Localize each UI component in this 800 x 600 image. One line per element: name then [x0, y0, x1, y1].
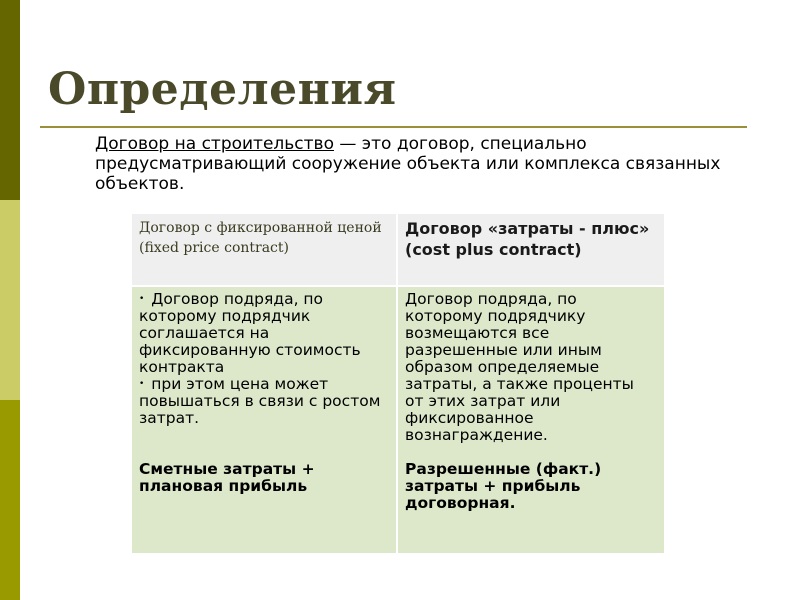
header-cost-plus: Договор «затраты - плюс» (cost plus contract): [397, 213, 665, 286]
left-bar-segment-dark: [0, 0, 20, 200]
cost-plus-description: Договор подряда, по которому подрядчику возмещаются все разрешенные или иным образом определяемые затраты, а также проценты от этих затрат или фиксированное вознаграждение.: [405, 290, 634, 444]
definition-term: Договор на строительство: [95, 134, 334, 154]
definition-text: — это договор, специально предусматривающий сооружение объекта или комплекса связанных объектов.: [95, 134, 721, 194]
left-bar-segment-light: [0, 200, 20, 400]
table-header-row: [131, 213, 665, 286]
cell-fixed-price: [131, 286, 397, 554]
title-divider: [40, 126, 747, 128]
cell-cost-plus: [397, 286, 665, 554]
bullet-item-2: [139, 376, 389, 427]
left-bar-segment-mid: [0, 400, 20, 600]
bullet-item-2-text: при этом цена может повышаться в связи с ростом затрат.: [139, 375, 381, 427]
contract-comparison-table: [130, 212, 666, 555]
bullet-item-1-text: Договор подряда, по которому подрядчик соглашается на фиксированную стоимость контракта: [139, 290, 361, 376]
left-decor-bar: [0, 0, 20, 600]
definition-paragraph: [95, 134, 735, 194]
bullet-icon: •: [139, 379, 145, 389]
slide-title: Определения: [48, 64, 397, 115]
formula-fixed-price: Сметные затраты + плановая прибыль: [139, 460, 315, 495]
bullet-item-1: [139, 291, 389, 376]
table-body-row: [131, 286, 665, 554]
bullet-icon: •: [139, 294, 145, 304]
header-fixed-price: Договор с фиксированной ценой (fixed price contract): [131, 213, 397, 286]
formula-cost-plus: Разрешенные (факт.) затраты + прибыль договорная.: [405, 460, 602, 512]
